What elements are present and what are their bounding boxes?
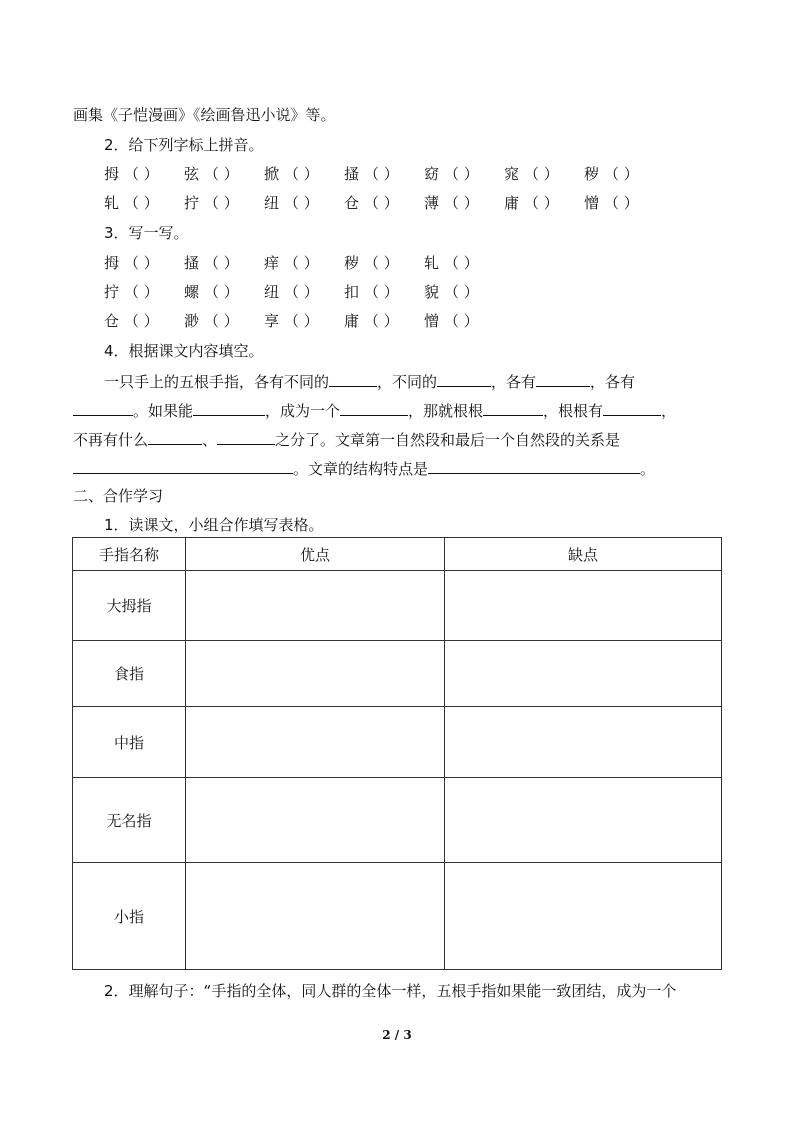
blank-line[interactable] — [73, 457, 293, 474]
table-row — [73, 707, 722, 778]
table-row — [73, 641, 722, 707]
char-cell: 痒 （ ） — [264, 254, 319, 272]
table-header-row — [73, 538, 722, 571]
blank-line[interactable] — [217, 428, 275, 445]
page-number: 2 / 3 — [382, 1028, 412, 1042]
blank-line[interactable] — [329, 370, 377, 387]
blank-line[interactable] — [73, 399, 133, 416]
char-cell: 搔 （ ） — [344, 165, 399, 183]
q4-line-3: 不再有什么 、 之分了。文章第一自然段和最后一个自然段的关系是 — [73, 428, 620, 450]
finger-name-cell: 中指 — [73, 707, 186, 778]
char-cell: 轧 （ ） — [104, 194, 159, 212]
char-cell: 貌 （ ） — [424, 283, 479, 301]
table-row — [73, 863, 722, 970]
blank-line[interactable] — [603, 399, 661, 416]
blank-line[interactable] — [428, 457, 640, 474]
finger-name-cell: 大拇指 — [73, 571, 186, 641]
header-advantages: 优点 — [186, 538, 445, 571]
coop-q1: 1．读课文，小组合作填写表格。 — [104, 516, 324, 534]
char-cell: 薄 （ ） — [424, 194, 479, 212]
char-cell: 渺 （ ） — [184, 312, 239, 330]
char-cell: 弦 （ ） — [184, 165, 239, 183]
char-cell: 拇 （ ） — [104, 165, 159, 183]
blank-line[interactable] — [148, 428, 202, 445]
char-cell: 仓 （ ） — [104, 312, 159, 330]
char-cell: 拧 （ ） — [184, 194, 239, 212]
q4-title: 4．根据课文内容填空。 — [104, 342, 264, 360]
char-cell: 掀 （ ） — [264, 165, 319, 183]
char-cell: 秽 （ ） — [344, 254, 399, 272]
advantage-cell[interactable] — [186, 707, 445, 778]
char-cell: 轧 （ ） — [424, 254, 479, 272]
char-cell: 憎 （ ） — [584, 194, 639, 212]
char-cell: 搔 （ ） — [184, 254, 239, 272]
char-cell: 窈 （ ） — [424, 165, 479, 183]
finger-name-cell: 食指 — [73, 641, 186, 707]
char-cell: 仓 （ ） — [344, 194, 399, 212]
char-cell: 庸 （ ） — [344, 312, 399, 330]
char-cell: 扣 （ ） — [344, 283, 399, 301]
char-cell: 纽 （ ） — [264, 194, 319, 212]
table-row — [73, 778, 722, 863]
finger-name-cell: 小指 — [73, 863, 186, 970]
char-cell: 拧 （ ） — [104, 283, 159, 301]
char-cell: 享 （ ） — [264, 312, 319, 330]
disadvantage-cell[interactable] — [445, 571, 722, 641]
advantage-cell[interactable] — [186, 571, 445, 641]
char-cell: 憎 （ ） — [424, 312, 479, 330]
char-cell: 窕 （ ） — [504, 165, 559, 183]
coop-q2: 2．理解句子：“手指的全体，同人群的全体一样，五根手指如果能一致团结，成为一个 — [104, 982, 677, 1000]
disadvantage-cell[interactable] — [445, 778, 722, 863]
disadvantage-cell[interactable] — [445, 863, 722, 970]
blank-line[interactable] — [193, 399, 265, 416]
q4-line-4: 。文章的结构特点是 。 — [73, 457, 655, 479]
char-cell: 秽 （ ） — [584, 165, 639, 183]
disadvantage-cell[interactable] — [445, 641, 722, 707]
disadvantage-cell[interactable] — [445, 707, 722, 778]
advantage-cell[interactable] — [186, 641, 445, 707]
header-disadvantages: 缺点 — [445, 538, 722, 571]
finger-table — [72, 537, 722, 970]
q3-title: 3．写一写。 — [104, 224, 189, 242]
finger-name-cell: 无名指 — [73, 778, 186, 863]
char-cell: 拇 （ ） — [104, 254, 159, 272]
advantage-cell[interactable] — [186, 778, 445, 863]
blank-line[interactable] — [536, 370, 590, 387]
blank-line[interactable] — [483, 399, 543, 416]
q4-line-1: 一只手上的五根手指，各有不同的 ，不同的 ，各有 ，各有 — [104, 370, 635, 392]
char-cell: 螺 （ ） — [184, 283, 239, 301]
char-cell: 庸 （ ） — [504, 194, 559, 212]
table-row — [73, 571, 722, 641]
q2-title: 2．给下列字标上拼音。 — [104, 136, 264, 154]
section-2-heading: 二、合作学习 — [73, 487, 164, 505]
header-finger-name: 手指名称 — [73, 538, 186, 571]
blank-line[interactable] — [340, 399, 408, 416]
advantage-cell[interactable] — [186, 863, 445, 970]
blank-line[interactable] — [437, 370, 491, 387]
q4-line-2: 。如果能 ，成为一个 ，那就根根 ，根根有 ， — [73, 399, 676, 421]
char-cell: 纽 （ ） — [264, 283, 319, 301]
intro-line: 画集《子恺漫画》《绘画鲁迅小说》等。 — [73, 106, 336, 124]
